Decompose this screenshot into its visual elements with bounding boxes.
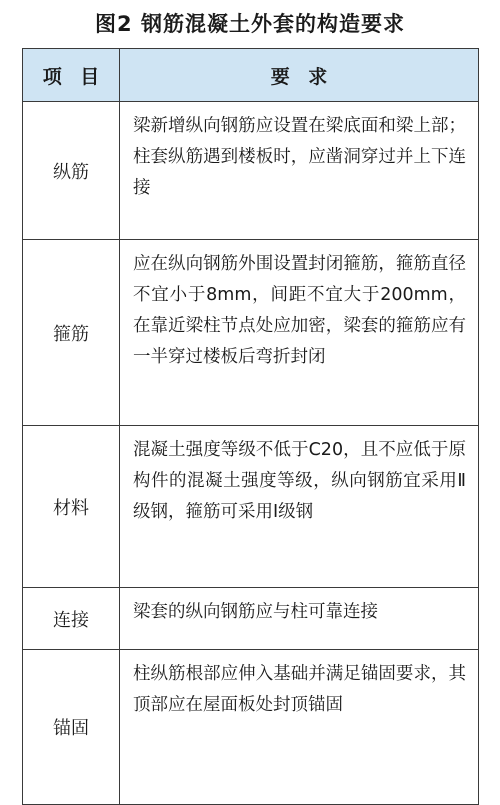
row-requirement: 梁套的纵向钢筋应与柱可靠连接 xyxy=(120,588,479,650)
table-row xyxy=(23,588,479,650)
header-item: 项 目 xyxy=(23,49,120,102)
row-item: 锚固 xyxy=(23,650,120,805)
row-requirement: 柱纵筋根部应伸入基础并满足锚固要求，其顶部应在屋面板处封顶锚固 xyxy=(120,650,479,805)
row-requirement: 混凝土强度等级不低于C20，且不应低于原构件的混凝土强度等级，纵向钢筋宜采用Ⅱ级钢，箍筋可采用Ⅰ级钢 xyxy=(120,426,479,588)
table-row xyxy=(23,240,479,426)
requirements-table xyxy=(22,48,479,805)
row-item: 箍筋 xyxy=(23,240,120,426)
table-row xyxy=(23,102,479,240)
row-item: 材料 xyxy=(23,426,120,588)
table-header-row xyxy=(23,49,479,102)
table-row xyxy=(23,650,479,805)
header-requirement: 要 求 xyxy=(120,49,479,102)
row-item: 纵筋 xyxy=(23,102,120,240)
row-requirement: 梁新增纵向钢筋应设置在梁底面和梁上部；柱套纵筋遇到楼板时，应凿洞穿过并上下连接 xyxy=(120,102,479,240)
table-row xyxy=(23,426,479,588)
row-item: 连接 xyxy=(23,588,120,650)
figure-title: 图2 钢筋混凝土外套的构造要求 xyxy=(95,12,405,36)
row-requirement: 应在纵向钢筋外围设置封闭箍筋，箍筋直径不宜小于8mm，间距不宜大于200mm，在靠近梁柱节点处应加密，梁套的箍筋应有一半穿过楼板后弯折封闭 xyxy=(120,240,479,426)
